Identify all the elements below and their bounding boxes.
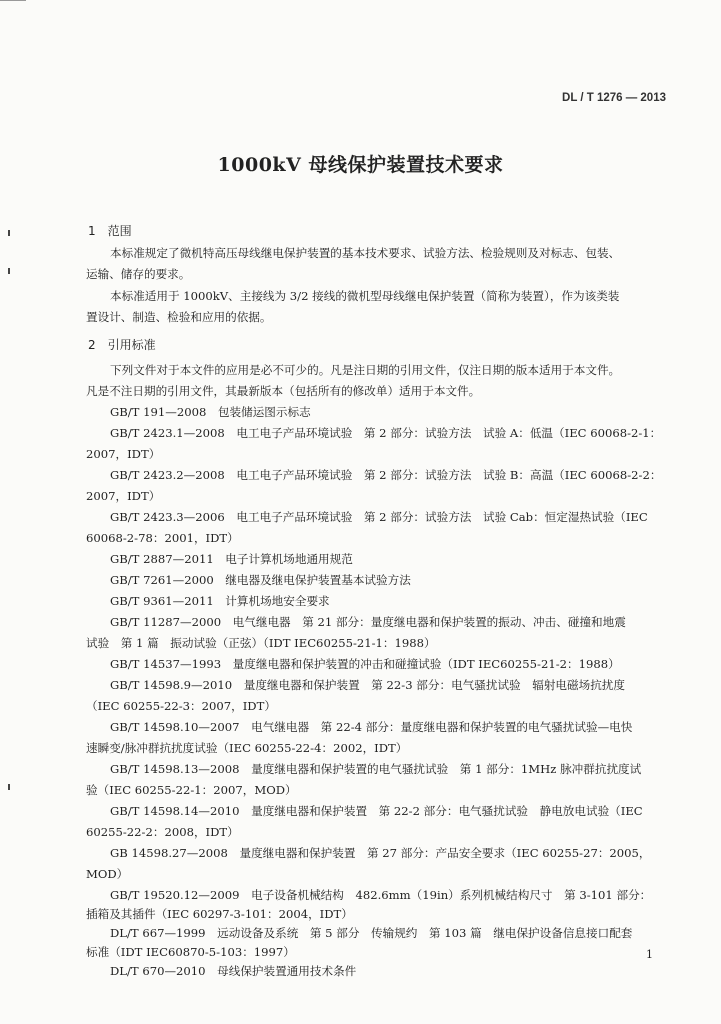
- reference-entry: GB/T 2423.2—2008 电工电子产品环境试验 第 2 部分：试验方法 试验 B：高温（IEC 60068-2-2：: [110, 468, 662, 482]
- reference-entry: GB/T 9361—2011 计算机场地安全要求: [110, 594, 330, 608]
- reference-entry: GB/T 14537—1993 量度继电器和保护装置的冲击和碰撞试验（IDT IEC60255-21-2：1988）: [110, 657, 620, 671]
- reference-entry: GB/T 14598.14—2010 量度继电器和保护装置 第 22-2 部分：电气骚扰试验 静电放电试验（IEC: [110, 804, 643, 818]
- reference-entry-cont: 插箱及其插件（IEC 60297-3-101：2004，IDT）: [86, 907, 353, 921]
- reference-entry: GB/T 14598.9—2010 量度继电器和保护装置 第 22-3 部分：电气骚扰试验 辐射电磁场抗扰度: [110, 678, 625, 692]
- section-number: 1: [88, 224, 96, 238]
- section-heading: [88, 336, 156, 353]
- standard-number: DL / T 1276 — 2013: [562, 92, 666, 104]
- body-line: 凡是不注日期的引用文件，其最新版本（包括所有的修改单）适用于本文件。: [86, 384, 481, 398]
- reference-entry-cont: 速瞬变/脉冲群抗扰度试验（IEC 60255-22-4：2002，IDT）: [86, 741, 408, 755]
- reference-entry: GB/T 2423.3—2006 电工电子产品环境试验 第 2 部分：试验方法 试验 Cab：恒定湿热试验（IEC: [110, 510, 648, 524]
- section-title: 范围: [107, 224, 132, 238]
- reference-entry: DL/T 670—2010 母线保护装置通用技术条件: [110, 964, 357, 978]
- section-title: 引用标准: [107, 338, 156, 352]
- reference-entry: GB 14598.27—2008 量度继电器和保护装置 第 27 部分：产品安全要求（IEC 60255-27：2005，: [110, 846, 651, 860]
- reference-entry: GB/T 11287—2000 电气继电器 第 21 部分：量度继电器和保护装置的振动、冲击、碰撞和地震: [110, 615, 626, 629]
- reference-entry: GB/T 2887—2011 电子计算机场地通用规范: [110, 552, 353, 566]
- document-title: 1000kV 母线保护装置技术要求: [217, 154, 504, 176]
- reference-entry: GB/T 14598.10—2007 电气继电器 第 22-4 部分：量度继电器和保护装置的电气骚扰试验—电快: [110, 720, 633, 734]
- body-line: 本标准规定了微机特高压母线继电保护装置的基本技术要求、试验方法、检验规则及对标志、包装、: [110, 246, 621, 260]
- reference-entry-cont: 验（IEC 60255-22-1：2007，MOD）: [86, 783, 297, 797]
- page-number: 1: [646, 948, 653, 961]
- body-line: 下列文件对于本文件的应用是必不可少的。凡是注日期的引用文件，仅注日期的版本适用于本文件。: [110, 363, 621, 377]
- section-heading: [88, 222, 132, 239]
- reference-entry-cont: （IEC 60255-22-3：2007，IDT）: [86, 699, 276, 713]
- reference-entry: GB/T 191—2008 包装储运图示标志: [110, 405, 311, 419]
- reference-entry-cont: 60068-2-78：2001，IDT）: [86, 531, 239, 545]
- body-line: 运输、储存的要求。: [86, 267, 191, 281]
- scan-margin-mark: [8, 230, 10, 236]
- scan-edge-line: [0, 0, 26, 1]
- reference-entry-cont: 2007，IDT）: [86, 447, 161, 461]
- reference-entry-cont: 标准（IDT IEC60870-5-103：1997）: [86, 945, 295, 959]
- scan-margin-mark: [8, 268, 10, 274]
- reference-entry-cont: 60255-22-2：2008，IDT）: [86, 825, 239, 839]
- reference-entry-cont: 试验 第 1 篇 振动试验（正弦）（IDT IEC60255-21-1：1988）: [86, 636, 436, 650]
- reference-entry: DL/T 667—1999 远动设备及系统 第 5 部分 传输规约 第 103 篇 继电保护设备信息接口配套: [110, 926, 633, 940]
- body-line: 本标准适用于 1000kV、主接线为 3/2 接线的微机型母线继电保护装置（简称为装置），作为该类装: [110, 289, 620, 303]
- reference-entry: GB/T 19520.12—2009 电子设备机械结构 482.6mm（19in）系列机械结构尺寸 第 3-101 部分：: [110, 888, 652, 902]
- scan-margin-mark: [8, 784, 10, 790]
- reference-entry: GB/T 14598.13—2008 量度继电器和保护装置的电气骚扰试验 第 1 部分：1MHz 脉冲群抗扰度试: [110, 762, 642, 776]
- reference-entry-cont: 2007，IDT）: [86, 489, 161, 503]
- reference-entry: GB/T 2423.1—2008 电工电子产品环境试验 第 2 部分：试验方法 试验 A：低温（IEC 60068-2-1：: [110, 426, 662, 440]
- reference-entry: GB/T 7261—2000 继电器及继电保护装置基本试验方法: [110, 573, 411, 587]
- section-number: 2: [88, 338, 96, 352]
- body-line: 置设计、制造、检验和应用的依据。: [86, 310, 272, 324]
- reference-entry-cont: MOD）: [86, 867, 129, 881]
